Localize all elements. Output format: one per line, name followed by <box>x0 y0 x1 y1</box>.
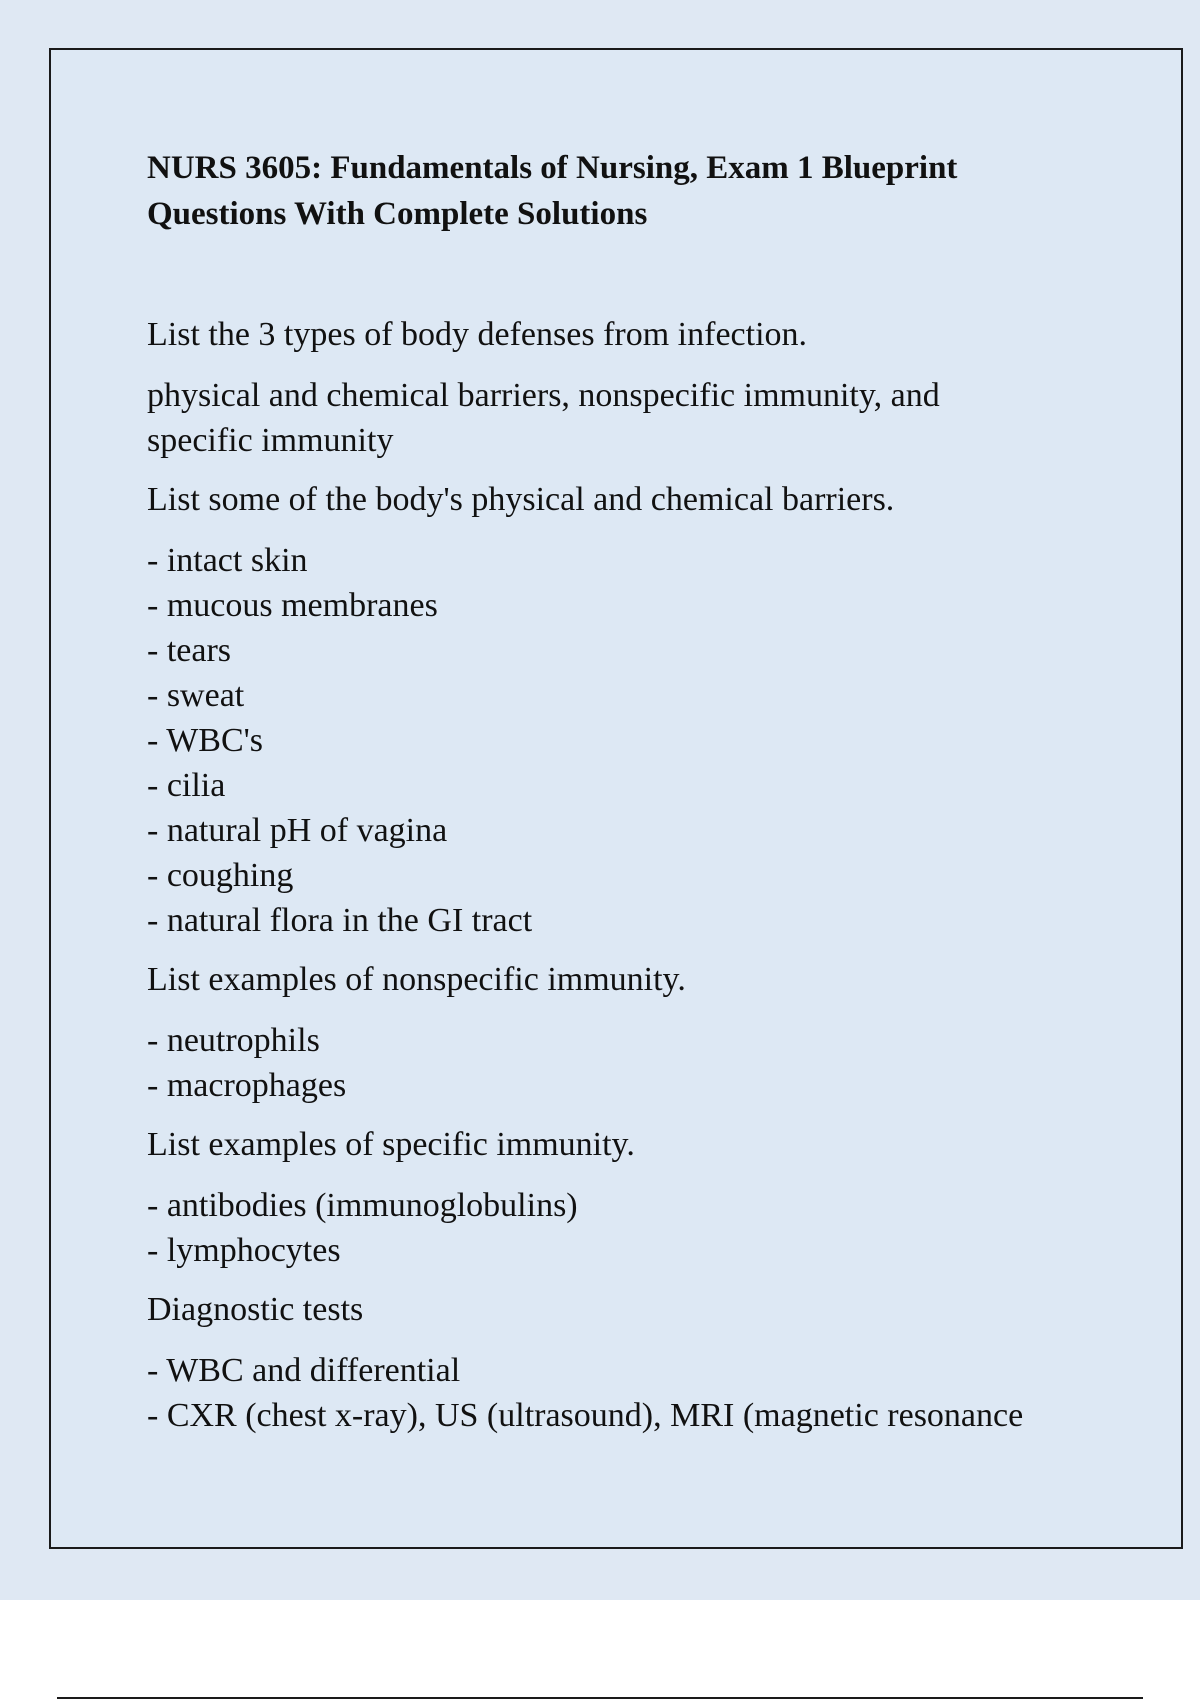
qa-item-diagnostic-tests <box>147 1288 1157 1438</box>
document-frame <box>49 48 1183 1549</box>
document-title <box>147 145 1157 237</box>
answer-line: - mucous membranes <box>147 587 438 624</box>
qa-item-specific-immunity <box>147 1123 1157 1273</box>
answer-list <box>147 538 1157 943</box>
qa-item-physical-chemical-barriers <box>147 478 1157 943</box>
answer-line: - cilia <box>147 767 226 804</box>
answer-list <box>147 1183 1157 1273</box>
answer-line: - intact skin <box>147 542 308 579</box>
answer-line: - CXR (chest x-ray), US (ultrasound), MRI (magnetic resonance <box>147 1397 1024 1434</box>
answer-line: - natural pH of vagina <box>147 812 448 849</box>
footer-divider <box>57 1697 1143 1699</box>
answer-line: - natural flora in the GI tract <box>147 902 533 939</box>
answer-text <box>147 373 1157 463</box>
document-content <box>147 145 1157 1453</box>
answer-line: - sweat <box>147 677 245 714</box>
answer-line: - WBC and differential <box>147 1352 461 1389</box>
title-line-1: NURS 3605: Fundamentals of Nursing, Exam 1 Blueprint <box>147 150 958 186</box>
answer-line: specific immunity <box>147 422 394 459</box>
answer-line: - tears <box>147 632 232 669</box>
answer-list <box>147 1348 1157 1438</box>
question-text: List some of the body's physical and chemical barriers. <box>147 481 895 518</box>
answer-line: - WBC's <box>147 722 264 759</box>
answer-line: - antibodies (immunoglobulins) <box>147 1187 578 1224</box>
answer-line: - lymphocytes <box>147 1232 341 1269</box>
question-text: Diagnostic tests <box>147 1291 364 1328</box>
question-text: List examples of specific immunity. <box>147 1126 635 1163</box>
question-text: List the 3 types of body defenses from infection. <box>147 316 808 353</box>
title-line-2: Questions With Complete Solutions <box>147 196 648 232</box>
answer-line: - neutrophils <box>147 1022 320 1059</box>
qa-item-nonspecific-immunity <box>147 958 1157 1108</box>
question-text: List examples of nonspecific immunity. <box>147 961 686 998</box>
qa-item-body-defenses <box>147 313 1157 463</box>
answer-line: physical and chemical barriers, nonspecific immunity, and <box>147 377 940 414</box>
answer-line: - coughing <box>147 857 294 894</box>
answer-list <box>147 1018 1157 1108</box>
answer-line: - macrophages <box>147 1067 347 1104</box>
